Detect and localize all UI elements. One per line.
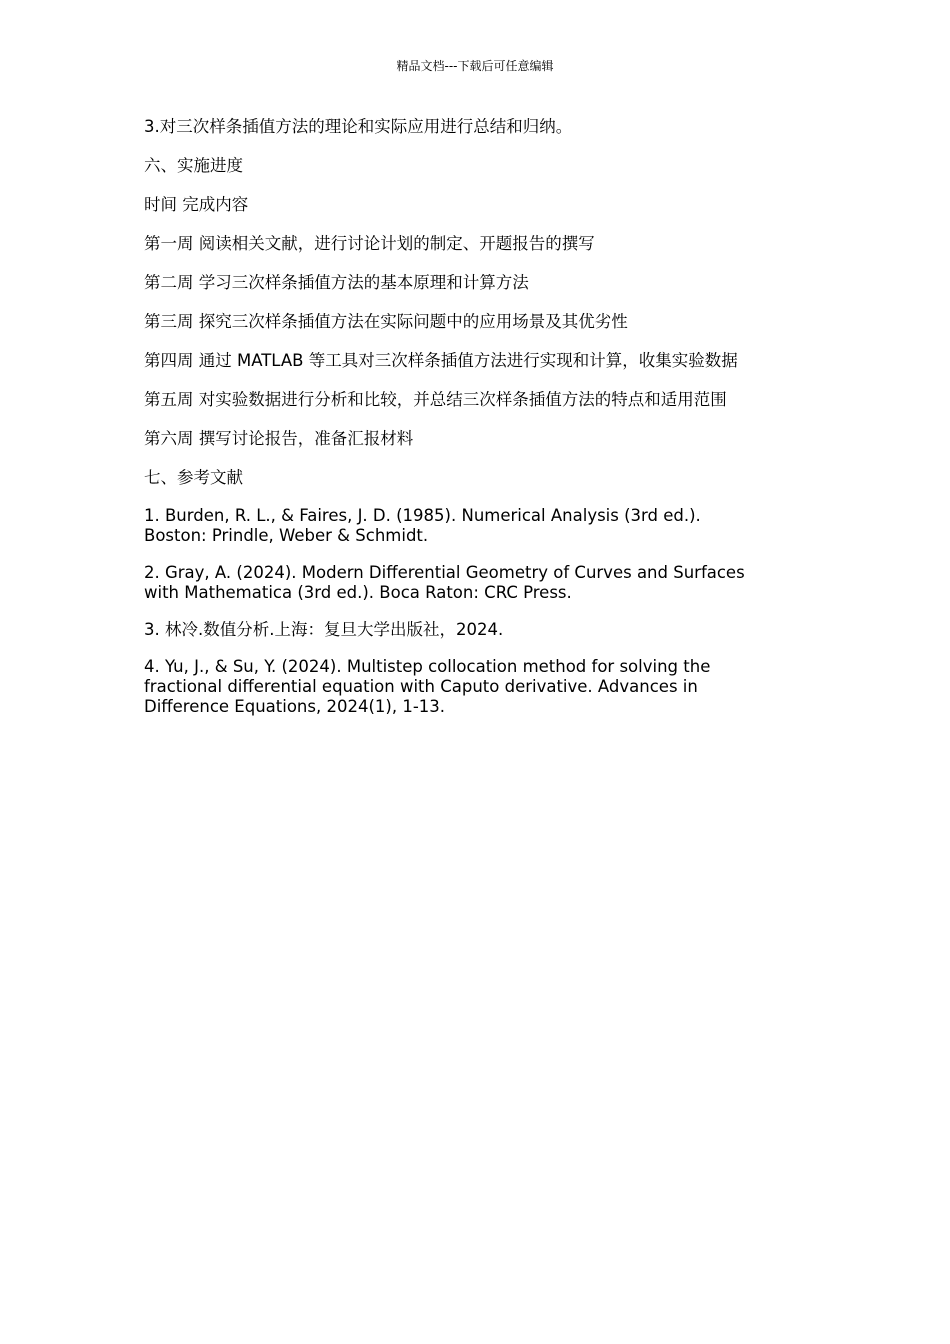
schedule-week-2: 第二周 学习三次样条插值方法的基本原理和计算方法 [144, 273, 529, 292]
reference-4-line-3: Difference Equations, 2024(1), 1-13. [144, 697, 446, 716]
schedule-week-3: 第三周 探究三次样条插值方法在实际问题中的应用场景及其优劣性 [144, 312, 628, 331]
reference-1-line-1: 1. Burden, R. L., & Faires, J. D. (1985). Numerical Analysis (3rd ed.). [144, 506, 701, 525]
schedule-week-5: 第五周 对实验数据进行分析和比较，并总结三次样条插值方法的特点和适用范围 [144, 390, 727, 409]
schedule-week-1: 第一周 阅读相关文献，进行讨论计划的制定、开题报告的撰写 [144, 234, 595, 253]
section-heading-schedule: 六、实施进度 [144, 156, 243, 175]
schedule-header: 时间 完成内容 [144, 195, 249, 214]
reference-item-4 [144, 657, 794, 717]
reference-2-line-1: 2. Gray, A. (2024). Modern Differential Geometry of Curves and Surfaces [144, 563, 745, 582]
reference-1-line-2: Boston: Prindle, Weber & Schmidt. [144, 526, 429, 545]
summary-item: 3.对三次样条插值方法的理论和实际应用进行总结和归纳。 [144, 117, 573, 136]
schedule-week-6: 第六周 撰写讨论报告，准备汇报材料 [144, 429, 414, 448]
reference-3-line-1: 3. 林冷.数值分析.上海：复旦大学出版社，2024. [144, 620, 504, 639]
reference-4-line-2: fractional differential equation with Caputo derivative. Advances in [144, 677, 698, 696]
reference-item-3 [144, 620, 794, 640]
document-body [144, 116, 794, 734]
reference-item-1 [144, 506, 794, 546]
reference-2-line-2: with Mathematica (3rd ed.). Boca Raton: CRC Press. [144, 583, 572, 602]
section-heading-references: 七、参考文献 [144, 468, 243, 487]
reference-item-2 [144, 563, 794, 603]
page-header: 精品文档---下载后可任意编辑 [396, 59, 554, 73]
schedule-week-4: 第四周 通过 MATLAB 等工具对三次样条插值方法进行实现和计算，收集实验数据 [144, 351, 738, 370]
reference-4-line-1: 4. Yu, J., & Su, Y. (2024). Multistep collocation method for solving the [144, 657, 711, 676]
